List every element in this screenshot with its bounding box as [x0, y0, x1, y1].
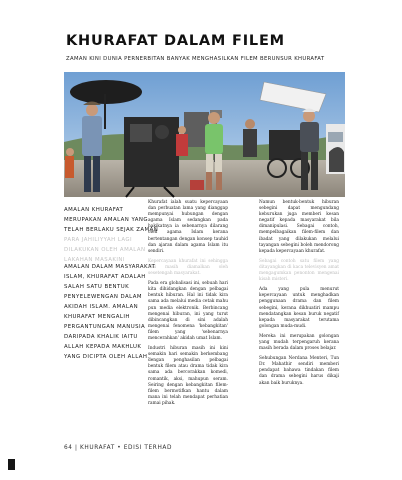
- body-paragraph: Namun bentuk-bentuk hiburan sebegini dapat mengundang keburukan juga memberi kesan negatif kepada masyarakat bila dimanipulasi. Sebagai contoh, mempelbagaikan filem-filem dan ibadat yang dilakukan melalui tayangan sebegini boleh mendorong kepada kepercayaan khurafat.: [259, 200, 339, 254]
- film-set-photo: [64, 72, 345, 197]
- body-paragraph: Pada era globalisasi ini, sebuah hari kita dihidangkan dengan pelbagai bentuk hiburan. Hal ini tidak kira sama ada melalui media cetak mahu pun media elektronik. Berbincang mengenai hiburan, ini yang turut dibincangkan di sini adalah mengenai fenomena 'kebangkitan' filem yang 'sebenarnya mencerahkan' akidah umat Islam.: [148, 281, 228, 341]
- body-paragraph: Industri hiburan masih ini kini semakin hari semakin berkembang dengan penghasilan pelbagai bentuk filem atau drama tidak kira sama ada bercorakkan komedi, romantik, aksi, mahupun seram. Seiring dengan kebangkitan filem-filem bermotifkan hantu dalam mana ini telah mendapat perhatian ramai pihak.: [148, 346, 228, 406]
- pull-quote-line: MERUPAKAN AMALAN YANG: [64, 217, 149, 223]
- highlight-line: DARIPADA KHALIK IAITU: [64, 334, 138, 340]
- sidebar-pull-quote: [64, 205, 159, 265]
- article-subtitle: ZAMAN KINI DUNIA PERNERBITAN BANYAK MENGHASILKAN FILEM BERUNSUR KHURAFAT: [66, 56, 325, 62]
- highlight-line: AKIDAH ISLAM. AMALAN: [64, 304, 139, 310]
- body-column-1: [148, 200, 228, 438]
- sidebar-highlight: [64, 262, 156, 362]
- pull-quote-line: TELAH BERLAKU SEJAK ZAMAN: [64, 227, 159, 233]
- pull-quote-line: AMALAN KHURAFAT: [64, 207, 124, 213]
- pull-quote-faded-line: PARA JAHILIYYAH LAGI: [64, 237, 133, 243]
- body-paragraph: Sehubungan Nerdana Menteri, Tun Dr. Mahathir sendiri memberi pendapat bahawa tindakan filem dan drama sebegini harus dikaji akan baik buruknya.: [259, 356, 339, 386]
- article-title: KHURAFAT DALAM FILEM: [66, 33, 285, 49]
- pull-quote-faded-line: LAKAHAN MASAKINI: [64, 257, 125, 263]
- pull-quote-faded-line: DILAKUKAN OLEH AMALAN: [64, 247, 146, 253]
- highlight-line: YANG DICIPTA OLEH ALLAH.: [64, 354, 150, 360]
- body-paragraph-faded: Kepercayaan khurafat ini sehingga kini masih diamalkan oleh sesetengah masyarakat.: [148, 258, 228, 277]
- body-paragraph: Khurafat ialah suatu kepercayaan dan perbuatan lama yang dianggap mempunyai hubungan dengan agama Islam sedangkan pada hakikatnya ia sebenarnya dilarang oleh agama Islam kerana bertentangan dengan konsep tauhid dan ajaran dalam agama Islam itu sendiri.: [148, 200, 228, 254]
- corner-marker: [8, 459, 15, 470]
- body-paragraph: Mereka ini merupakan golongan yang mudah terpengaruh kerana masih berada dalam proses belajar.: [259, 333, 339, 352]
- highlight-line: ISLAM, KHURAFAT ADALAH: [64, 274, 146, 280]
- highlight-line: ALLAH KEPADA MAKHLUK: [64, 344, 142, 350]
- page-footer: 64 | KHURAFAT • EDISI TERHAD: [64, 445, 173, 451]
- highlight-line: PENYELEWENGAN DALAM: [64, 294, 142, 300]
- highlight-line: SALAH SATU BENTUK: [64, 284, 130, 290]
- highlight-line: AMALAN DALAM MASYARAKAT: [64, 264, 156, 270]
- highlight-line: KHURAFAT MENGALIH: [64, 314, 130, 320]
- body-column-2: [259, 200, 339, 438]
- body-paragraph: Ada yang pula menurut kepercayaan untuk menghadkan penggunaan drama dan filem sebegini, kerana dikhuatiri mampu mendatangkan kesan buruk negatif kepada masyarakat terutama golongan muda-mudi.: [259, 287, 339, 329]
- body-paragraph-faded: Sebagai contoh satu filem yang ditayangkan di kaca televisyen amat mengagumkan penonton mengenai kisah misteri.: [259, 258, 339, 283]
- highlight-line: PERGANTUNGAN MANUSIA: [64, 324, 146, 330]
